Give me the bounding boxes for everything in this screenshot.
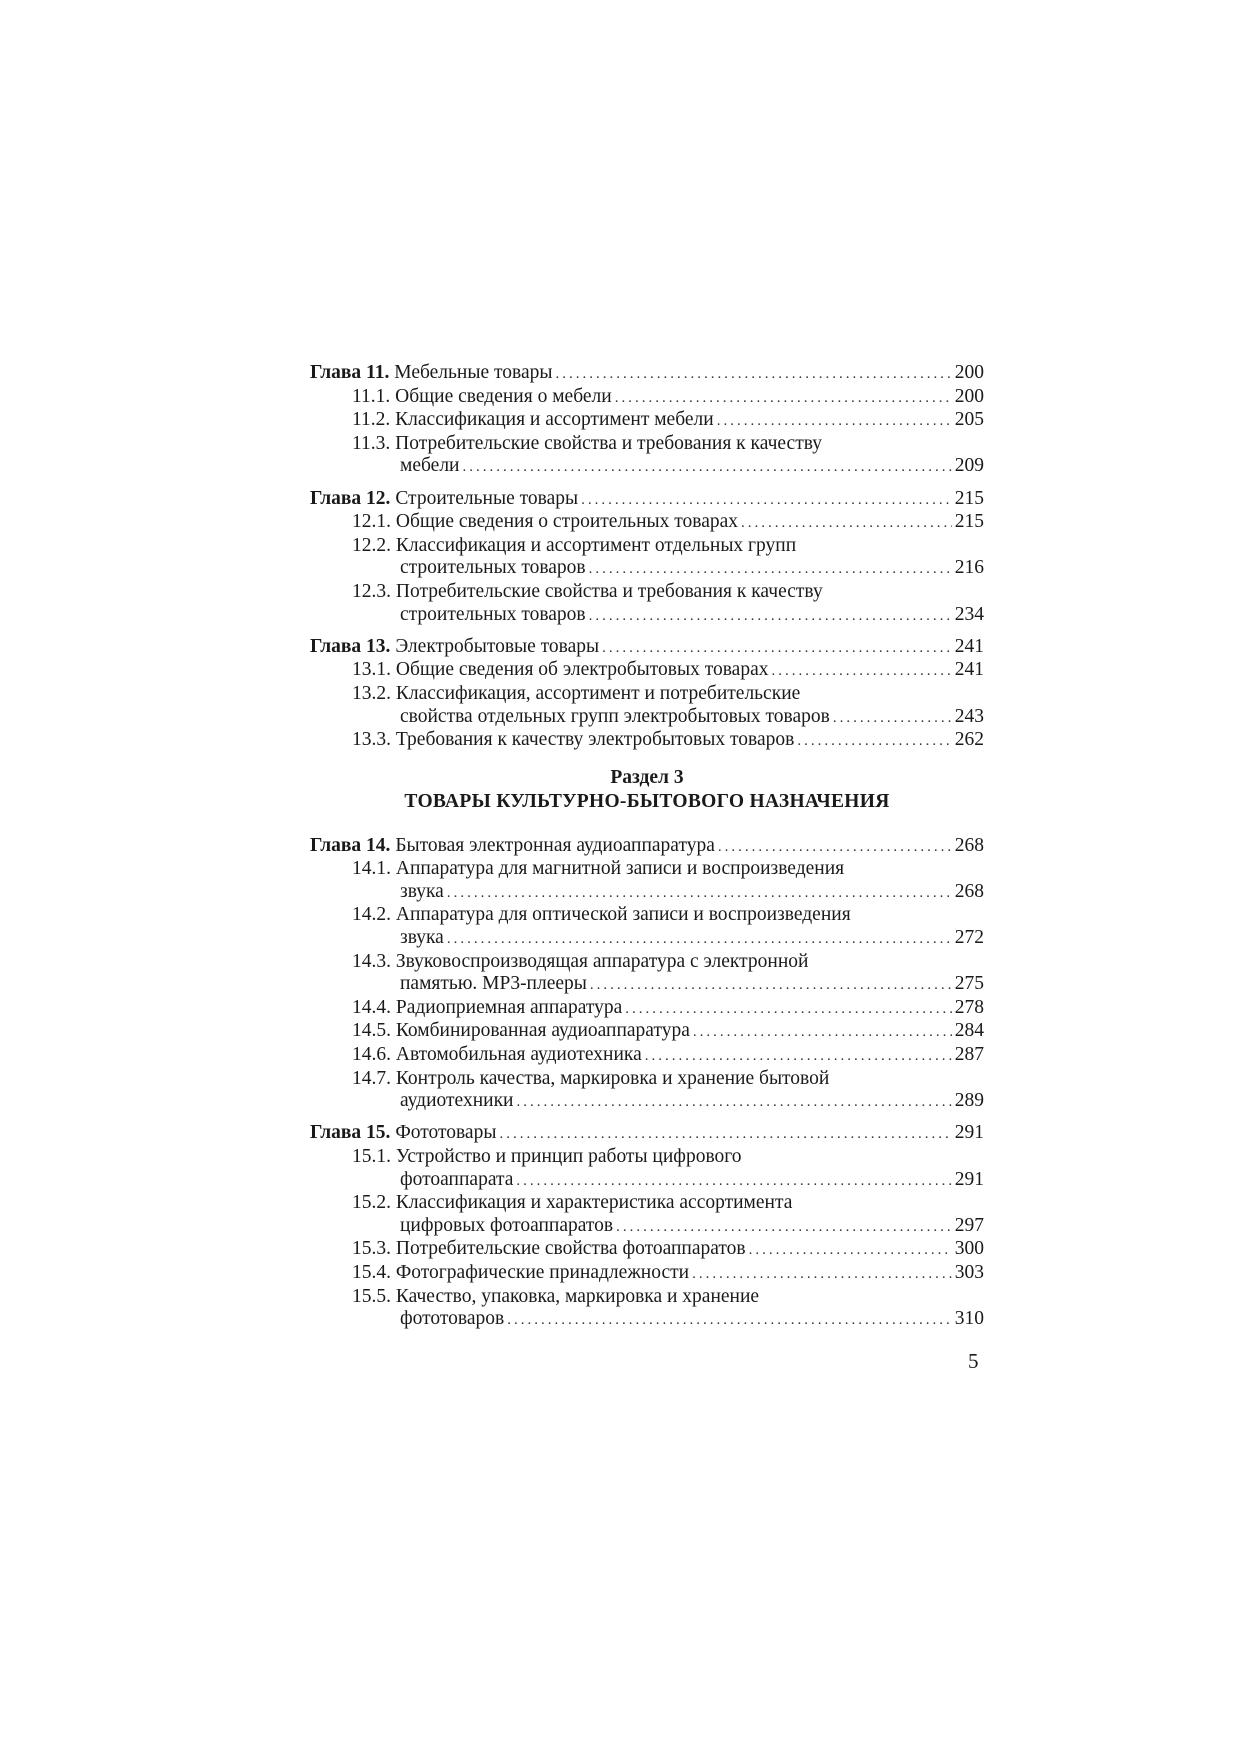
- toc-entry-label: [352, 409, 714, 432]
- dot-leader: [589, 605, 952, 628]
- subsection-title-line: Общие сведения о строительных товарах: [395, 511, 739, 533]
- subsection-number: 15.2.: [352, 1192, 391, 1214]
- subsection-number: 14.1.: [352, 858, 391, 880]
- subsection-title-line: Общие сведения об электробытовых товарах: [395, 659, 769, 681]
- dot-leader: [516, 1170, 951, 1193]
- toc-entry-label: [352, 386, 612, 409]
- subsection-title-line: Потребительские свойства и требования к качеству: [395, 432, 823, 454]
- toc-entry-row: [310, 1146, 984, 1169]
- toc-entry-row: [310, 511, 984, 535]
- chapter-title: Фототовары: [395, 1122, 497, 1144]
- toc-entry-row: [310, 881, 984, 905]
- toc-page-number: 284: [954, 1020, 984, 1042]
- chapter-label: Глава 12.: [310, 487, 391, 509]
- toc-entry-label: [352, 1146, 742, 1169]
- toc-entry-row: [310, 1169, 984, 1193]
- toc-entry-label: [352, 729, 794, 752]
- toc-entry-label: [400, 455, 459, 478]
- subsection-title-line: Потребительские свойства фотоаппаратов: [395, 1238, 746, 1260]
- toc-entry-label: [310, 488, 578, 511]
- subsection-number: 15.4.: [352, 1261, 391, 1283]
- subsection-number: 13.1.: [352, 659, 391, 681]
- dot-leader: [833, 707, 952, 730]
- toc-entry-row: [310, 1238, 984, 1262]
- subsection-number: 12.3.: [352, 580, 391, 602]
- subsection-number: 15.5.: [352, 1285, 391, 1307]
- toc-entry-row: [310, 1122, 984, 1146]
- dot-leader: [589, 558, 952, 581]
- subsection-title-line: памятью. MP3-плееры: [400, 973, 587, 995]
- section-title: ТОВАРЫ КУЛЬТУРНО-БЫТОВОГО НАЗНАЧЕНИЯ: [404, 790, 890, 812]
- subsection-title-line: Общие сведения о мебели: [395, 385, 612, 407]
- toc-entry-row: [310, 706, 984, 730]
- dot-leader: [447, 928, 952, 951]
- toc-entry-label: [310, 1122, 496, 1145]
- toc-entry-row: [310, 729, 984, 753]
- toc-page-number: 215: [954, 511, 984, 533]
- toc-chapter: [310, 835, 984, 1114]
- toc-page-number: 200: [954, 362, 984, 383]
- dot-leader: [499, 1123, 951, 1146]
- toc-page-number: 272: [954, 927, 984, 949]
- toc-entry-label: [352, 1068, 829, 1091]
- toc-page-number: 234: [954, 603, 984, 625]
- subsection-number: 12.1.: [352, 511, 391, 533]
- toc-entry-label: [352, 951, 808, 974]
- toc-entry-row: [310, 997, 984, 1021]
- subsection-number: 13.3.: [352, 729, 391, 751]
- subsection-title-line: Звуковоспроизводящая аппаратура с электронной: [395, 950, 809, 972]
- toc-entry-row: [310, 581, 984, 604]
- subsection-number: 11.3.: [352, 432, 391, 454]
- toc-entry-row: [310, 1262, 984, 1286]
- subsection-title-line: Аппаратура для магнитной записи и воспроизведения: [395, 858, 845, 880]
- subsection-title-line: Требования к качеству электробытовых товаров: [395, 729, 795, 751]
- toc-entry-label: [352, 1262, 689, 1285]
- toc-entry-label: [352, 535, 796, 558]
- toc-entry-label: [352, 659, 768, 682]
- page-number: 5: [968, 1349, 979, 1373]
- toc-entry-row: [310, 1192, 984, 1215]
- subsection-title-line: Аппаратура для оптической записи и воспроизведения: [395, 904, 851, 926]
- toc-page-number: 262: [954, 729, 984, 751]
- subsection-number: 12.2.: [352, 534, 391, 556]
- dot-leader: [717, 410, 952, 433]
- dot-leader: [718, 836, 952, 859]
- subsection-title-line: аудиотехники: [400, 1090, 514, 1112]
- toc-entry-row: [310, 488, 984, 512]
- toc-entry-row: [310, 386, 984, 410]
- dot-leader: [602, 637, 952, 660]
- toc-page-number: 243: [954, 705, 984, 727]
- toc-entry-label: [352, 683, 800, 706]
- toc-page-number: 278: [954, 996, 984, 1018]
- dot-leader: [741, 512, 952, 535]
- toc-page-number: 200: [954, 385, 984, 407]
- dot-leader: [462, 456, 951, 479]
- toc-entry-label: [352, 1020, 690, 1043]
- subsection-number: 14.7.: [352, 1067, 391, 1089]
- chapter-label: Глава 13.: [310, 635, 391, 657]
- subsection-number: 15.3.: [352, 1238, 391, 1260]
- toc-entry-label: [352, 511, 738, 534]
- toc-entry-label: [400, 1308, 504, 1331]
- dot-leader: [581, 489, 952, 512]
- toc-entry-row: [310, 927, 984, 951]
- toc-page-number: 275: [954, 973, 984, 995]
- toc-entry-label: [400, 1169, 513, 1192]
- subsection-title-line: цифровых фотоаппаратов: [400, 1214, 614, 1236]
- dot-leader: [625, 998, 951, 1021]
- toc-chapter: [310, 636, 984, 753]
- toc-entry-row: [310, 973, 984, 997]
- subsection-title-line: фотоаппарата: [400, 1168, 514, 1190]
- subsection-number: 14.3.: [352, 950, 391, 972]
- chapter-title: Строительные товары: [395, 487, 579, 509]
- subsection-title-line: Качество, упаковка, маркировка и хранение: [395, 1285, 760, 1307]
- dot-leader: [615, 387, 952, 410]
- dot-leader: [797, 730, 951, 753]
- toc-entry-label: [310, 835, 715, 858]
- toc-page-number: 241: [954, 635, 984, 657]
- toc-page-number: 289: [954, 1090, 984, 1112]
- toc-entry-label: [400, 973, 587, 996]
- subsection-title-line: Классификация и характеристика ассортимента: [395, 1192, 793, 1214]
- subsection-number: 11.1.: [352, 385, 391, 407]
- toc-page-number: 291: [954, 1122, 984, 1144]
- toc-entry-row: [310, 636, 984, 660]
- chapter-title: Электробытовые товары: [395, 635, 600, 657]
- toc-page-number: 310: [954, 1308, 984, 1330]
- subsection-number: 14.4.: [352, 996, 391, 1018]
- dot-leader: [555, 363, 951, 386]
- toc-entry-row: [310, 362, 984, 386]
- subsection-title-line: Потребительские свойства и требования к качеству: [395, 580, 823, 602]
- dot-leader: [692, 1263, 952, 1286]
- toc-chapter: [310, 1122, 984, 1331]
- toc-entry-label: [400, 881, 444, 904]
- toc-entry-label: [400, 706, 830, 729]
- toc-entry-label: [352, 858, 844, 881]
- toc-entry-row: [310, 409, 984, 433]
- subsection-title-line: строительных товаров: [400, 557, 586, 579]
- toc-page-number: 300: [954, 1238, 984, 1260]
- dot-leader: [645, 1045, 952, 1068]
- toc-entry-row: [310, 659, 984, 683]
- section-heading: [310, 767, 984, 815]
- toc-entry-row: [310, 683, 984, 706]
- chapter-title: Бытовая электронная аудиоаппаратура: [395, 834, 715, 856]
- toc-entry-row: [310, 557, 984, 581]
- toc-entry-label: [352, 581, 823, 604]
- toc-entry-row: [310, 1286, 984, 1309]
- table-of-contents: [310, 362, 984, 1340]
- toc-entry-row: [310, 951, 984, 974]
- subsection-title-line: Классификация и ассортимент отдельных групп: [395, 534, 797, 556]
- toc-entry-row: [310, 1020, 984, 1044]
- toc-entry-row: [310, 1215, 984, 1239]
- dot-leader: [693, 1021, 952, 1044]
- dot-leader: [616, 1216, 952, 1239]
- toc-page-number: 209: [954, 455, 984, 477]
- toc-entry-label: [352, 1044, 642, 1067]
- subsection-title-line: строительных товаров: [400, 603, 586, 625]
- subsection-number: 13.2.: [352, 682, 391, 704]
- toc-chapter: [310, 362, 984, 479]
- subsection-number: 14.5.: [352, 1020, 391, 1042]
- subsection-title-line: Классификация и ассортимент мебели: [395, 409, 714, 431]
- subsection-title-line: Радиоприемная аппаратура: [395, 996, 623, 1018]
- toc-entry-row: [310, 604, 984, 628]
- toc-entry-row: [310, 1308, 984, 1332]
- subsection-title-line: Устройство и принцип работы цифрового: [395, 1146, 742, 1167]
- subsection-title-line: Контроль качества, маркировка и хранение бытовой: [395, 1067, 830, 1089]
- subsection-number: 11.2.: [352, 409, 391, 431]
- subsection-title-line: звука: [400, 927, 444, 949]
- subsection-title-line: звука: [400, 880, 444, 902]
- subsection-number: 15.1.: [352, 1146, 391, 1167]
- toc-chapter: [310, 488, 984, 628]
- toc-entry-label: [352, 997, 622, 1020]
- toc-entry-row: [310, 535, 984, 558]
- toc-entry-label: [352, 904, 851, 927]
- toc-page-number: 241: [954, 659, 984, 681]
- toc-page-number: 303: [954, 1261, 984, 1283]
- toc-entry-row: [310, 1044, 984, 1068]
- dot-leader: [749, 1239, 952, 1262]
- subsection-title-line: Автомобильная аудиотехника: [395, 1044, 642, 1066]
- toc-entry-label: [400, 927, 444, 950]
- toc-page-number: 287: [954, 1044, 984, 1066]
- dot-leader: [771, 660, 951, 683]
- toc-entry-label: [352, 1238, 746, 1261]
- chapter-label: Глава 14.: [310, 834, 391, 856]
- toc-page-number: 215: [954, 487, 984, 509]
- subsection-title-line: фототоваров: [400, 1308, 505, 1330]
- toc-entry-label: [310, 362, 552, 385]
- toc-entry-row: [310, 1068, 984, 1091]
- dot-leader: [590, 974, 952, 997]
- section-number: Раздел 3: [610, 766, 684, 788]
- toc-page-number: 268: [954, 834, 984, 856]
- toc-chapters-part-1: [310, 362, 984, 753]
- toc-entry-label: [400, 557, 586, 580]
- subsection-title-line: Комбинированная аудиоаппаратура: [395, 1020, 690, 1042]
- toc-entry-label: [400, 1215, 613, 1238]
- toc-entry-row: [310, 455, 984, 479]
- dot-leader: [517, 1091, 952, 1114]
- toc-entry-label: [400, 1090, 514, 1113]
- toc-page-number: 268: [954, 880, 984, 902]
- subsection-title-line: свойства отдельных групп электробытовых товаров: [400, 705, 830, 727]
- toc-page-number: 205: [954, 409, 984, 431]
- toc-entry-row: [310, 433, 984, 456]
- chapter-label: Глава 11.: [310, 362, 390, 383]
- dot-leader: [447, 882, 952, 905]
- toc-entry-row: [310, 1090, 984, 1114]
- toc-entry-row: [310, 904, 984, 927]
- subsection-number: 14.2.: [352, 904, 391, 926]
- chapter-title: Мебельные товары: [394, 362, 553, 383]
- dot-leader: [507, 1309, 952, 1332]
- toc-entry-row: [310, 858, 984, 881]
- toc-entry-label: [352, 1192, 792, 1215]
- toc-page-number: 291: [954, 1168, 984, 1190]
- subsection-number: 14.6.: [352, 1044, 391, 1066]
- chapter-label: Глава 15.: [310, 1122, 391, 1144]
- subsection-title-line: мебели: [400, 455, 460, 477]
- toc-entry-label: [352, 433, 822, 456]
- toc-entry-label: [400, 604, 586, 627]
- toc-entry-label: [352, 1286, 759, 1309]
- subsection-title-line: Классификация, ассортимент и потребительские: [395, 682, 801, 704]
- toc-chapters-part-2: [310, 835, 984, 1332]
- toc-entry-row: [310, 835, 984, 859]
- toc-page-number: 297: [954, 1214, 984, 1236]
- subsection-title-line: Фотографические принадлежности: [395, 1261, 690, 1283]
- toc-entry-label: [310, 636, 599, 659]
- toc-page-number: 216: [954, 557, 984, 579]
